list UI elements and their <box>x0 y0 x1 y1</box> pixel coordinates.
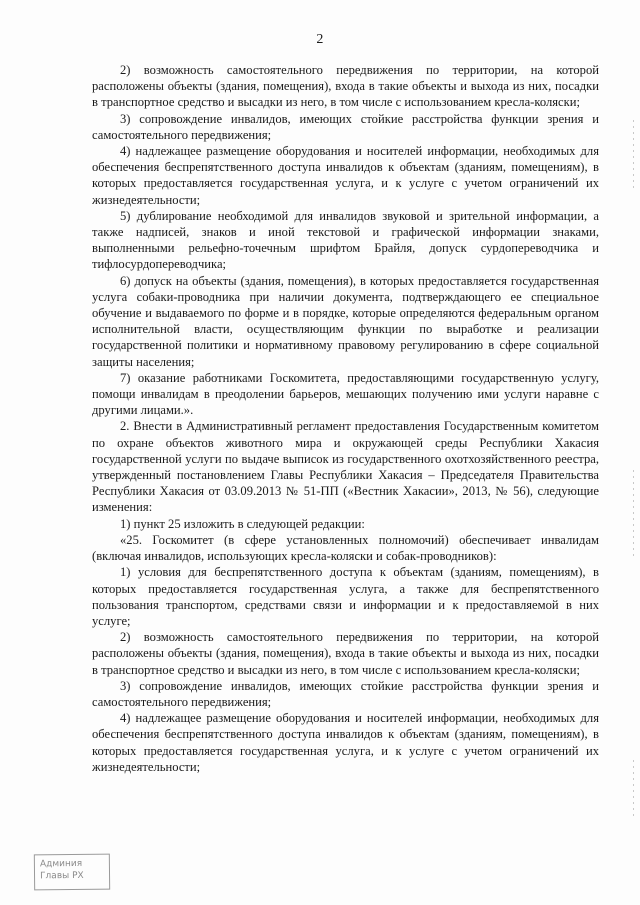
paragraph-item-7-staff-assistance: 7) оказание работниками Госкомитета, предоставляющими государственную услугу, помощи инвалидам в преодолении барьеров, мешающих получению ими услуги наравне с другими лицами.». <box>92 370 599 418</box>
paragraph-point-25-instruction: 1) пункт 25 изложить в следующей редакции: <box>120 516 365 531</box>
office-stamp <box>34 854 110 891</box>
paragraph-item-3-escort: 3) сопровождение инвалидов, имеющих стойкие расстройства функции зрения и самостоятельного передвижения; <box>92 111 599 142</box>
paragraph-new-item-4-equipment: 4) надлежащее размещение оборудования и носителей информации, необходимых для обеспечения беспрепятственного доступа инвалидов к объектам (зданиям, помещениям), в которых предоставляется государственная услуга, и к услуге с учетом ограничений их жизнедеятельности; <box>92 711 599 774</box>
paragraph-item-6-guide-dog: 6) допуск на объекты (здания, помещения), в которых предоставляется государственная услуга собаки-проводника при наличии документа, подтверждающего ее специальное обучение и выдаваемого по форме и в порядке, которые определяются федеральным органом исполнительной власти, осуществляющим функции по выработке и реализации государственной политики и нормативному правовому регулированию в сфере социальной защиты населения; <box>92 273 599 369</box>
paragraph-section-2-amendment: 2. Внести в Административный регламент предоставления Государственным комитетом по охране объектов животного мира и окружающей среды Республики Хакасия государственной услуги по выдаче выписок из государственного охотхозяйственного реестра, утвержденный постановлением Главы Республики Хакасия – Председателя Правительства Республики Хакасия от 03.09.2013 № 51-ПП («Вестник Хакасии», 2013, № 56), следующие изменения: <box>92 419 599 515</box>
page-edge-mark <box>633 760 634 820</box>
page-number: 2 <box>316 32 324 47</box>
page-edge-mark <box>633 470 634 560</box>
paragraph-new-item-2-mobility: 2) возможность самостоятельного передвижения по территории, на которой расположены объекты (здания, помещения), входа в такие объекты и выхода из них, посадки в транспортное средство и высадки из него, в том числе с использованием кресла-коляски; <box>92 630 599 677</box>
paragraph-item-2-mobility: 2) возможность самостоятельного передвижения по территории, на которой расположены объекты (здания, помещения), входа в такие объекты и выхода из них, посадки в транспортное средство и высадки из него, в том числе с использованием кресла-коляски; <box>92 63 599 110</box>
document-body <box>92 62 599 775</box>
stamp-line-2: Главы РХ <box>39 870 84 882</box>
paragraph-item-4-equipment: 4) надлежащее размещение оборудования и носителей информации, необходимых для обеспечения беспрепятственного доступа инвалидов к объектам (зданиям, помещениям), в которых предоставляется государственная услуга, и к услуге с учетом ограничений их жизнедеятельности; <box>92 144 599 207</box>
paragraph-point-25-intro: «25. Госкомитет (в сфере установленных полномочий) обеспечивает инвалидам (включая инвалидов, использующих кресла-коляски и собак-проводников): <box>92 532 599 564</box>
stamp-line-1: Админия <box>39 858 83 870</box>
paragraph-item-5-duplication: 5) дублирование необходимой для инвалидов звуковой и зрительной информации, а также надписей, знаков и иной текстовой и графической информации знаками, выполненными рельефно-точечным шрифтом Брайля, допуск сурдопереводчика и тифлосурдопереводчика; <box>92 208 599 272</box>
paragraph-new-item-3-escort: 3) сопровождение инвалидов, имеющих стойкие расстройства функции зрения и самостоятельного передвижения; <box>92 678 599 709</box>
paragraph-new-item-1-conditions: 1) условия для беспрепятственного доступа к объектам (зданиям, помещениям), в которых предоставляется государственная услуга, а также для беспрепятственного пользования транспортом, средствами связи и информации и к предоставляемой в них услуге; <box>92 565 599 628</box>
page-edge-mark <box>633 120 634 190</box>
